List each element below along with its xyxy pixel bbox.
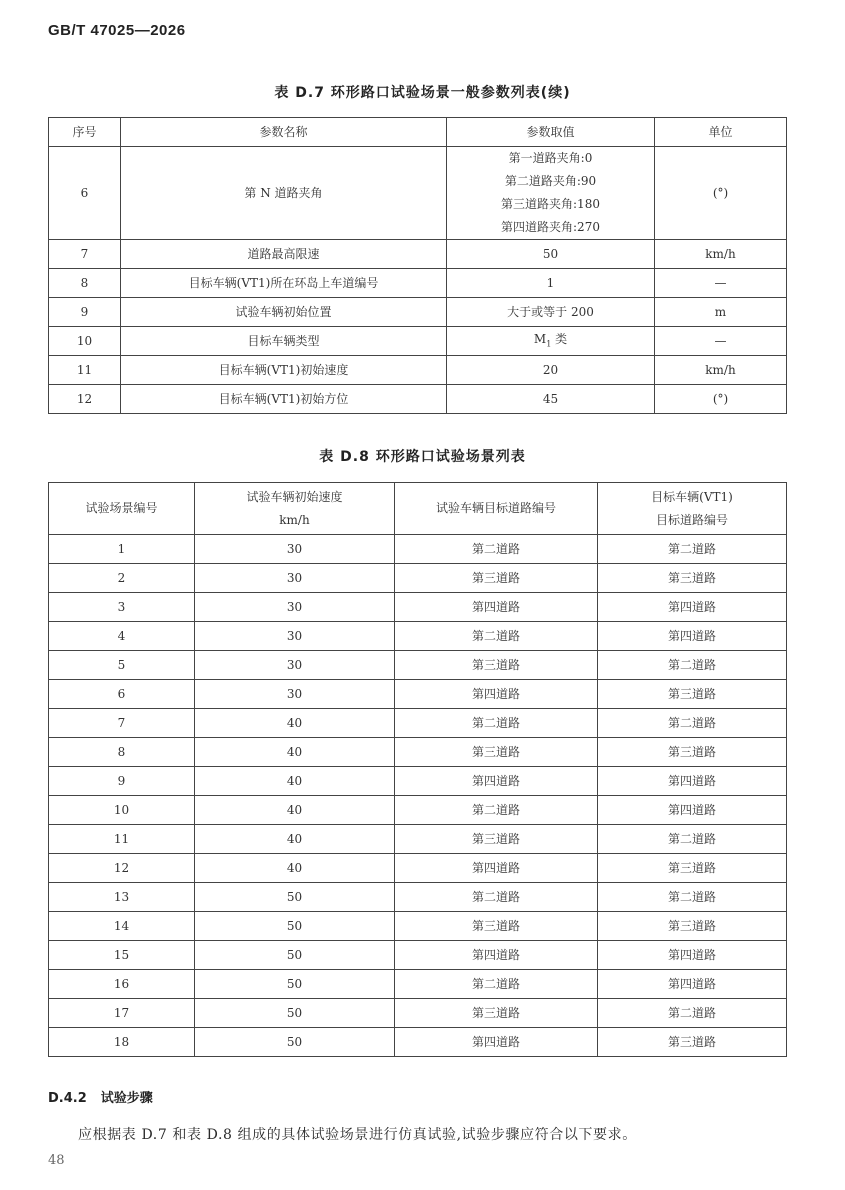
table-row (49, 825, 787, 854)
page-number: 48 (48, 1153, 65, 1168)
cell-target-road: 第三道路 (598, 1028, 787, 1057)
value-line: 第一道路夹角:0 (508, 151, 593, 165)
table-row (49, 327, 787, 356)
header-line: 目标车辆(VT1) (651, 489, 733, 504)
cell-target-road: 第四道路 (598, 622, 787, 651)
cell-target-road: 第二道路 (598, 883, 787, 912)
cell-scenario-no: 12 (49, 854, 195, 883)
table-d8 (48, 482, 787, 1057)
cell-test-road: 第四道路 (395, 593, 598, 622)
cell-initial-speed: 40 (195, 854, 395, 883)
table-row (49, 622, 787, 651)
cell-no: 12 (49, 385, 121, 414)
cell-param-value (447, 147, 655, 240)
cell-no: 7 (49, 240, 121, 269)
cell-target-road: 第三道路 (598, 564, 787, 593)
cell-target-road: 第三道路 (598, 680, 787, 709)
cell-initial-speed: 30 (195, 622, 395, 651)
cell-param-name: 第 N 道路夹角 (121, 147, 447, 240)
cell-test-road: 第二道路 (395, 535, 598, 564)
column-header-param-name: 参数名称 (121, 118, 447, 147)
cell-scenario-no: 6 (49, 680, 195, 709)
table-row (49, 883, 787, 912)
table-row (49, 298, 787, 327)
column-header-unit: 单位 (655, 118, 787, 147)
cell-target-road: 第三道路 (598, 738, 787, 767)
cell-unit: m (655, 298, 787, 327)
column-header-scenario-no: 试验场景编号 (49, 483, 195, 535)
cell-initial-speed: 40 (195, 767, 395, 796)
cell-target-road: 第二道路 (598, 651, 787, 680)
cell-test-road: 第二道路 (395, 970, 598, 999)
cell-param-value: 1 (447, 269, 655, 298)
table-row (49, 535, 787, 564)
cell-scenario-no: 3 (49, 593, 195, 622)
cell-param-value (447, 327, 655, 356)
cell-target-road: 第四道路 (598, 767, 787, 796)
cell-param-name: 目标车辆(VT1)初始速度 (121, 356, 447, 385)
cell-param-name: 道路最高限速 (121, 240, 447, 269)
table-row (49, 240, 787, 269)
cell-test-road: 第二道路 (395, 883, 598, 912)
cell-test-road: 第二道路 (395, 796, 598, 825)
cell-initial-speed: 40 (195, 825, 395, 854)
table-row (49, 854, 787, 883)
cell-scenario-no: 16 (49, 970, 195, 999)
cell-param-name: 目标车辆(VT1)初始方位 (121, 385, 447, 414)
table-d8-body (49, 535, 787, 1057)
cell-param-value: 大于或等于 200 (447, 298, 655, 327)
cell-unit: (°) (655, 385, 787, 414)
cell-test-road: 第四道路 (395, 1028, 598, 1057)
cell-initial-speed: 40 (195, 738, 395, 767)
cell-initial-speed: 50 (195, 941, 395, 970)
cell-param-value: 20 (447, 356, 655, 385)
cell-no: 8 (49, 269, 121, 298)
cell-test-road: 第三道路 (395, 738, 598, 767)
cell-scenario-no: 8 (49, 738, 195, 767)
cell-test-road: 第三道路 (395, 651, 598, 680)
table-d8-caption: 表 D.8 环形路口试验场景列表 (319, 449, 526, 465)
table-row (49, 709, 787, 738)
cell-target-road: 第二道路 (598, 825, 787, 854)
cell-no: 9 (49, 298, 121, 327)
cell-test-road: 第三道路 (395, 912, 598, 941)
cell-test-road: 第三道路 (395, 999, 598, 1028)
cell-unit: (°) (655, 147, 787, 240)
cell-scenario-no: 9 (49, 767, 195, 796)
table-d8-header-row (49, 483, 787, 535)
cell-initial-speed: 40 (195, 796, 395, 825)
cell-param-value: 45 (447, 385, 655, 414)
cell-test-road: 第三道路 (395, 564, 598, 593)
cell-param-name: 目标车辆(VT1)所在环岛上车道编号 (121, 269, 447, 298)
table-row (49, 564, 787, 593)
section-number: D.4.2 (48, 1091, 87, 1106)
vehicle-category-suffix: 类 (551, 332, 568, 347)
cell-no: 6 (49, 147, 121, 240)
table-row (49, 767, 787, 796)
cell-target-road: 第四道路 (598, 941, 787, 970)
cell-target-road: 第四道路 (598, 796, 787, 825)
cell-param-name: 目标车辆类型 (121, 327, 447, 356)
cell-target-road: 第四道路 (598, 593, 787, 622)
table-row (49, 356, 787, 385)
cell-scenario-no: 13 (49, 883, 195, 912)
vehicle-category: M (533, 332, 547, 347)
cell-scenario-no: 7 (49, 709, 195, 738)
column-header-test-road: 试验车辆目标道路编号 (395, 483, 598, 535)
table-row (49, 651, 787, 680)
cell-test-road: 第四道路 (395, 941, 598, 970)
cell-unit: — (655, 327, 787, 356)
cell-target-road: 第二道路 (598, 999, 787, 1028)
cell-param-value: 50 (447, 240, 655, 269)
cell-target-road: 第二道路 (598, 535, 787, 564)
column-header-initial-speed (195, 483, 395, 535)
cell-test-road: 第四道路 (395, 680, 598, 709)
cell-initial-speed: 50 (195, 912, 395, 941)
cell-target-road: 第三道路 (598, 854, 787, 883)
cell-initial-speed: 30 (195, 651, 395, 680)
column-header-param-value: 参数取值 (447, 118, 655, 147)
document-code: GB/T 47025—2026 (48, 22, 186, 39)
cell-scenario-no: 5 (49, 651, 195, 680)
table-row (49, 1028, 787, 1057)
cell-target-road: 第四道路 (598, 970, 787, 999)
vehicle-category-subscript: 1 (546, 339, 552, 349)
cell-scenario-no: 15 (49, 941, 195, 970)
table-d7-header-row (49, 118, 787, 147)
cell-initial-speed: 50 (195, 970, 395, 999)
cell-param-name: 试验车辆初始位置 (121, 298, 447, 327)
cell-initial-speed: 50 (195, 999, 395, 1028)
cell-initial-speed: 50 (195, 883, 395, 912)
cell-test-road: 第二道路 (395, 709, 598, 738)
cell-scenario-no: 4 (49, 622, 195, 651)
body-paragraph: 应根据表 D.7 和表 D.8 组成的具体试验场景进行仿真试验,试验步骤应符合以下要求。 (78, 1127, 637, 1143)
cell-test-road: 第三道路 (395, 825, 598, 854)
value-line: 第四道路夹角:270 (501, 220, 600, 234)
table-row (49, 970, 787, 999)
cell-unit: km/h (655, 356, 787, 385)
table-row (49, 269, 787, 298)
column-header-target-road (598, 483, 787, 535)
table-row (49, 680, 787, 709)
table-row (49, 999, 787, 1028)
cell-scenario-no: 2 (49, 564, 195, 593)
column-header-no: 序号 (49, 118, 121, 147)
section-title: 试验步骤 (100, 1091, 153, 1106)
header-line: 目标道路编号 (655, 512, 728, 527)
table-row (49, 796, 787, 825)
cell-scenario-no: 17 (49, 999, 195, 1028)
cell-initial-speed: 50 (195, 1028, 395, 1057)
cell-initial-speed: 30 (195, 564, 395, 593)
section-heading (48, 1087, 153, 1106)
cell-unit: — (655, 269, 787, 298)
table-row (49, 593, 787, 622)
cell-target-road: 第二道路 (598, 709, 787, 738)
cell-target-road: 第三道路 (598, 912, 787, 941)
cell-test-road: 第二道路 (395, 622, 598, 651)
table-row (49, 385, 787, 414)
header-line: km/h (279, 512, 310, 527)
table-d7-caption: 表 D.7 环形路口试验场景一般参数列表(续) (274, 85, 571, 101)
cell-unit: km/h (655, 240, 787, 269)
cell-test-road: 第四道路 (395, 767, 598, 796)
table-row (49, 912, 787, 941)
table-d7 (48, 117, 787, 414)
cell-scenario-no: 10 (49, 796, 195, 825)
cell-scenario-no: 18 (49, 1028, 195, 1057)
cell-initial-speed: 30 (195, 593, 395, 622)
cell-initial-speed: 40 (195, 709, 395, 738)
table-row (49, 941, 787, 970)
value-line: 第二道路夹角:90 (504, 174, 597, 188)
cell-test-road: 第四道路 (395, 854, 598, 883)
cell-scenario-no: 1 (49, 535, 195, 564)
cell-initial-speed: 30 (195, 535, 395, 564)
cell-initial-speed: 30 (195, 680, 395, 709)
cell-scenario-no: 14 (49, 912, 195, 941)
table-row (49, 738, 787, 767)
cell-no: 11 (49, 356, 121, 385)
table-row (49, 147, 787, 240)
value-line: 第三道路夹角:180 (501, 197, 600, 211)
header-line: 试验车辆初始速度 (246, 489, 343, 504)
cell-scenario-no: 11 (49, 825, 195, 854)
cell-no: 10 (49, 327, 121, 356)
